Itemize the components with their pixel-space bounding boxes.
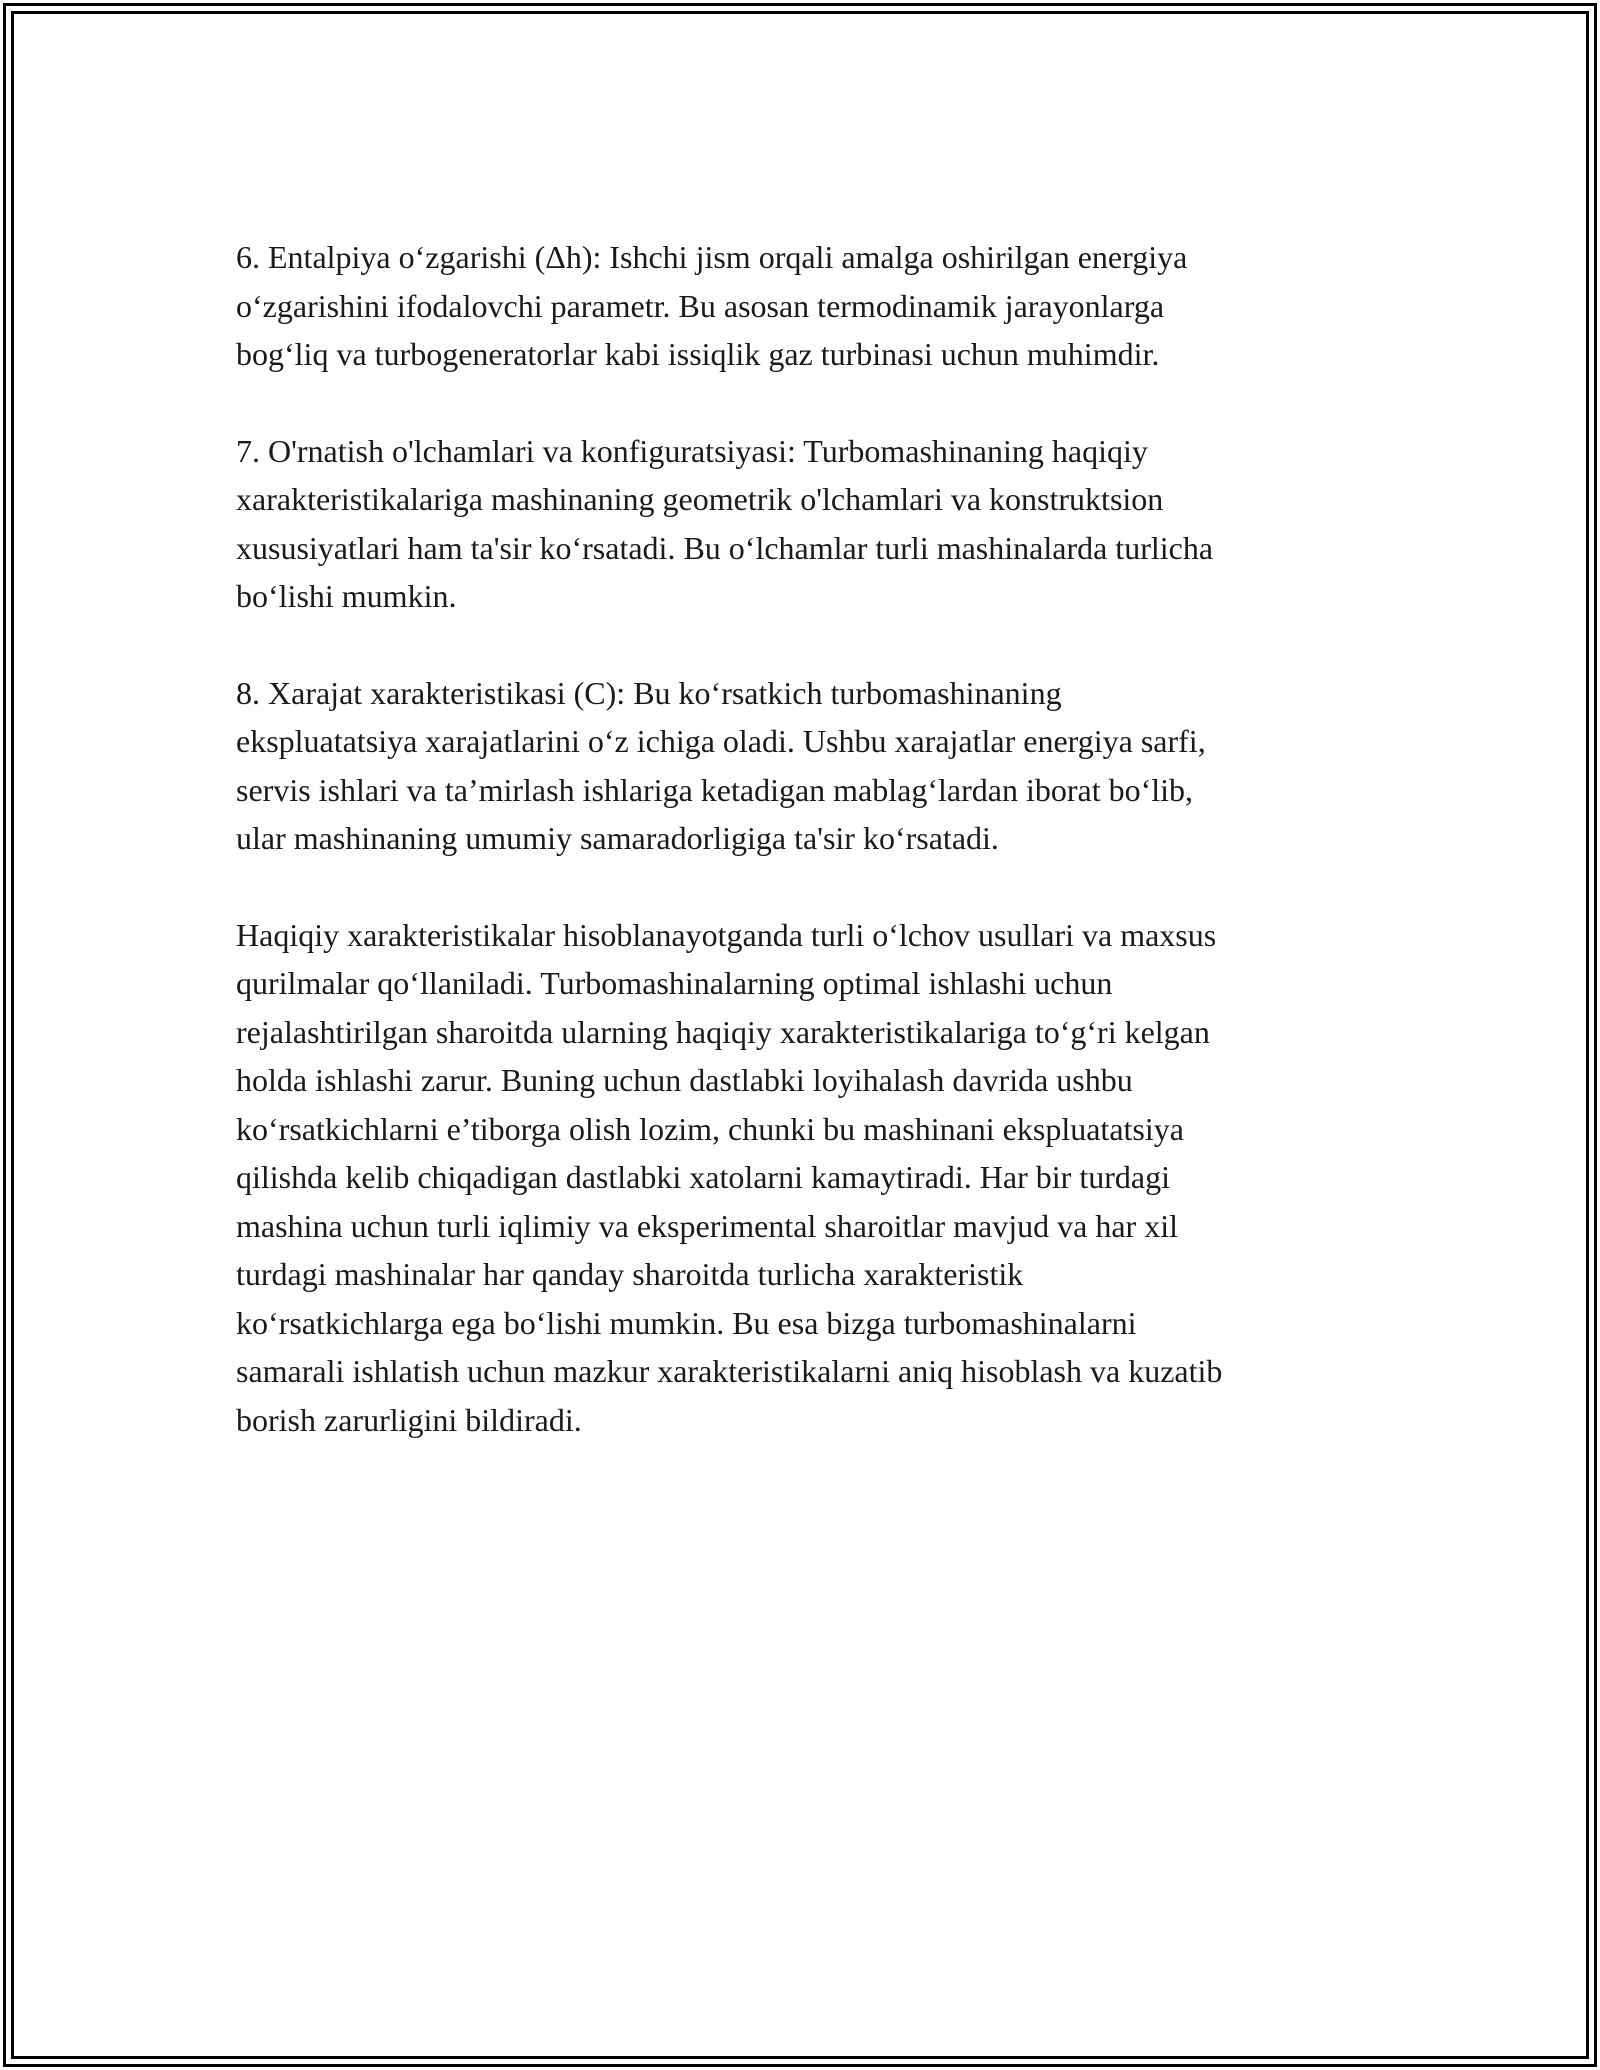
paragraph-cost-characteristic [236,669,1376,863]
text-line: ko‘rsatkichlarni e’tiborga olish lozim, chunki bu mashinani ekspluatatsiya [236,1110,1184,1147]
text-line: borish zarurligini bildiradi. [236,1401,582,1438]
text-line: ekspluatatsiya xarajatlarini o‘z ichiga oladi. Ushbu xarajatlar energiya sarfi, [236,723,1206,759]
text-line: ular mashinaning umumiy samaradorligiga ta'sir ko‘rsatadi. [236,820,999,856]
text-line: samarali ishlatish uchun mazkur xarakteristikalarni aniq hisoblash va kuzatib [236,1353,1223,1389]
text-line: 7. O'rnatish o'lchamlari va konfiguratsiyasi: Turbomashinaning haqiqiy [236,432,1148,469]
text-line: xarakteristikalariga mashinaning geometrik o'lchamlari va konstruktsion [236,481,1164,517]
text-line: bog‘liq va turbogeneratorlar kabi issiqlik gaz turbinasi uchun muhimdir. [236,336,1160,372]
text-line: qurilmalar qo‘llaniladi. Turbomashinalarning optimal ishlashi uchun [236,965,1113,1001]
text-line: turdagi mashinalar har qanday sharoitda turlicha xarakteristik [236,1256,1024,1292]
text-line: 8. Xarajat xarakteristikasi (C): Bu ko‘rsatkich turbomashinaning [236,674,1062,711]
paragraph-installation-dimensions [236,427,1376,621]
text-line: bo‘lishi mumkin. [236,578,457,614]
text-line: rejalashtirilgan sharoitda ularning haqiqiy xarakteristikalariga to‘g‘ri kelgan [236,1013,1210,1050]
paragraph-conclusion [236,911,1376,1445]
text-line: o‘zgarishini ifodalovchi parametr. Bu asosan termodinamik jarayonlarga [236,287,1165,324]
text-line: xususiyatlari ham ta'sir ko‘rsatadi. Bu o‘lchamlar turli mashinalarda turlicha [236,529,1214,566]
document-body [236,233,1376,1492]
text-line: 6. Entalpiya o‘zgarishi (Δh): Ishchi jism orqali amalga oshirilgan energiya [236,239,1188,275]
text-line: qilishda kelib chiqadigan dastlabki xatolarni kamaytiradi. Har bir turdagi [236,1159,1170,1195]
text-line: servis ishlari va ta’mirlash ishlariga ketadigan mablag‘lardan iborat bo‘lib, [236,771,1194,808]
text-line: holda ishlashi zarur. Buning uchun dastlabki loyihalash davrida ushbu [236,1062,1133,1098]
paragraph-enthalpy-change [236,233,1376,379]
text-line: ko‘rsatkichlarga ega bo‘lishi mumkin. Bu esa bizga turbomashinalarni [236,1304,1137,1341]
text-line: mashina uchun turli iqlimiy va eksperimental sharoitlar mavjud va har xil [236,1207,1178,1244]
text-line: Haqiqiy xarakteristikalar hisoblanayotganda turli o‘lchov usullari va maxsus [236,916,1217,953]
